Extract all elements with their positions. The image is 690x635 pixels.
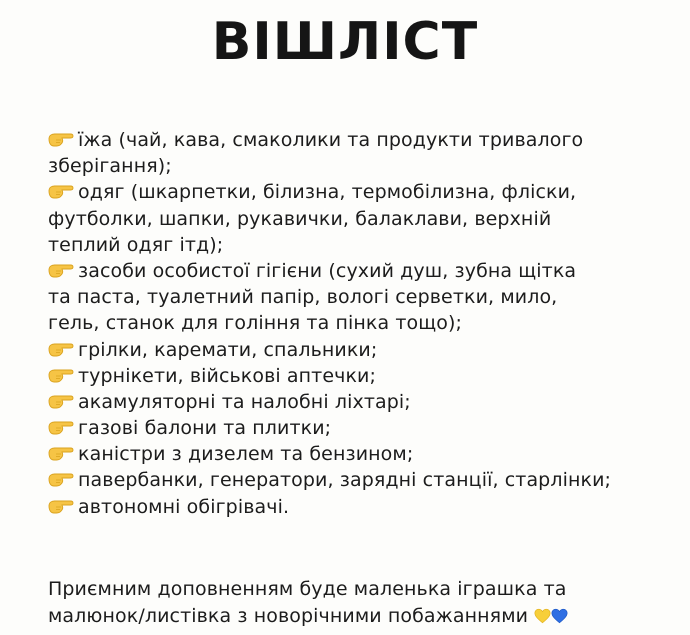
list-item-continuation: [48, 310, 678, 336]
list-item-text: футболки, шапки, рукавички, балаклави, верхній: [48, 207, 552, 230]
pointing-hand-icon: [48, 417, 74, 435]
list-item-text: газові балони та плитки;: [78, 417, 332, 440]
list-item-text: автономні обігрівачі.: [78, 495, 290, 518]
pointing-hand-icon: [48, 129, 74, 147]
list-item-text: гель, станок для гоління та пінка тощо);: [48, 312, 462, 335]
list-item-continuation: [48, 232, 678, 258]
blue-heart-icon: [551, 608, 568, 624]
list-item: [48, 127, 678, 153]
list-item: [48, 337, 678, 363]
pointing-hand-icon: [48, 260, 74, 278]
yellow-heart-icon: [534, 608, 551, 624]
footer-line-2-text: малюнок/листівка з новорічними побажаннями: [48, 605, 529, 627]
list-item-text: грілки, каремати, спальники;: [78, 338, 378, 361]
list-item: [48, 363, 678, 389]
list-item: [48, 467, 678, 493]
footer-note: [48, 576, 688, 630]
list-item: [48, 179, 678, 205]
list-item-text: каністри з дизелем та бензином;: [78, 443, 414, 466]
list-item-text: акамуляторні та налобні ліхтарі;: [78, 390, 411, 413]
list-item: [48, 441, 678, 467]
pointing-hand-icon: [48, 496, 74, 514]
list-item: [48, 389, 678, 415]
list-item-text: павербанки, генератори, зарядні станції, старлінки;: [78, 469, 612, 492]
pointing-hand-icon: [48, 365, 74, 383]
footer-line-1: Приємним доповненням буде маленька іграшка та: [48, 578, 567, 600]
list-item-text: та паста, туалетний папір, вологі серветки, мило,: [48, 286, 558, 309]
list-item-continuation: [48, 284, 678, 310]
page-title: ВІШЛІСТ: [211, 12, 479, 72]
list-item-continuation: [48, 206, 678, 232]
list-item-text: одяг (шкарпетки, білизна, термобілизна, фліски,: [78, 181, 577, 204]
list-item-text: турнікети, військові аптечки;: [78, 364, 376, 387]
list-item-text: теплий одяг ітд);: [48, 233, 224, 256]
pointing-hand-icon: [48, 339, 74, 357]
list-item-continuation: [48, 153, 678, 179]
pointing-hand-icon: [48, 391, 74, 409]
footer-line-2: [48, 603, 688, 630]
pointing-hand-icon: [48, 443, 74, 461]
pointing-hand-icon: [48, 469, 74, 487]
list-item-text: зберігання);: [48, 155, 172, 178]
list-item-text: засоби особистої гігієни (сухий душ, зубна щітка: [78, 259, 577, 282]
list-item: [48, 258, 678, 284]
wishlist: [48, 127, 678, 520]
pointing-hand-icon: [48, 181, 74, 199]
list-item: [48, 415, 678, 441]
list-item-text: їжа (чай, кава, смаколики та продукти тривалого: [78, 129, 584, 151]
list-item: [48, 494, 678, 520]
